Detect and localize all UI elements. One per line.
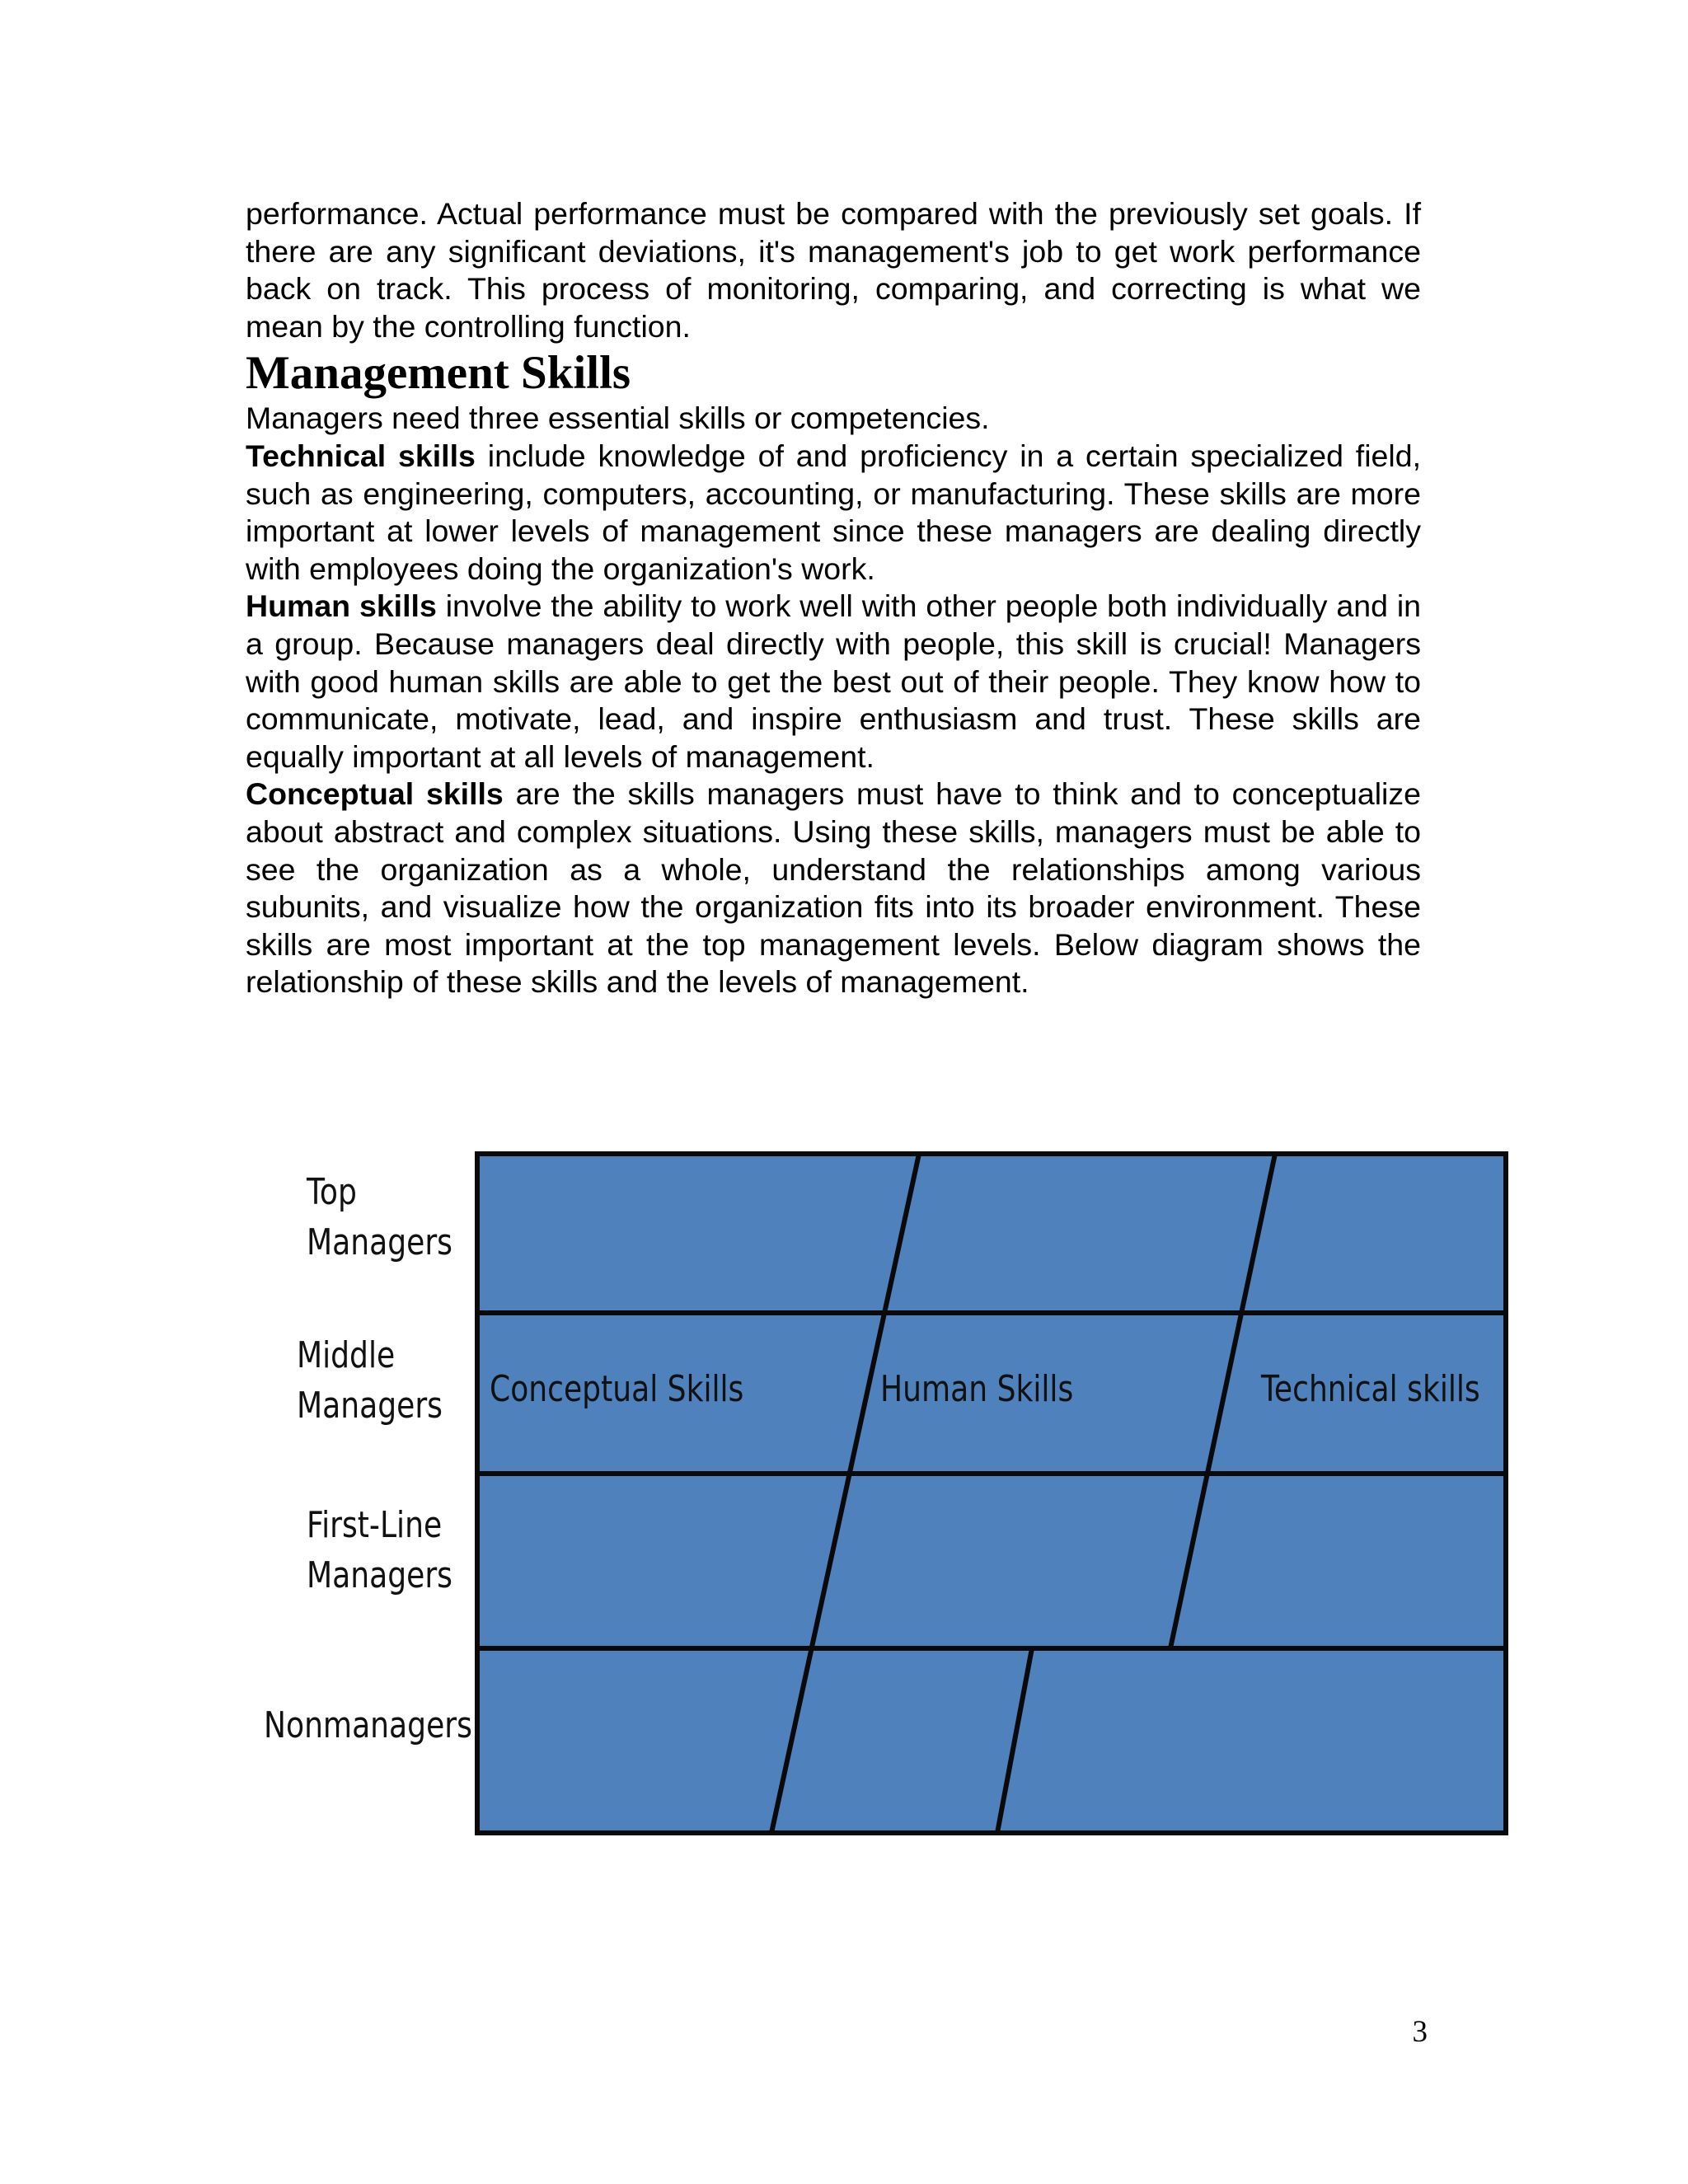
human-skills-text: involve the ability to work well with other people both individually and in a group. Because managers deal directly with people, this skill is crucial! Managers with good human skills are able to get the best out of their people. They know how to communicate, motivate, lead, and inspire enthusiasm and trust. These skills are equally important at all levels of management. — [246, 588, 1422, 774]
level-label-line: First-Line — [307, 1504, 443, 1546]
skill-label-human: Human Skills — [880, 1368, 1074, 1410]
level-label-line: Managers — [307, 1221, 452, 1263]
technical-skills-paragraph — [246, 438, 1421, 588]
page-number: 3 — [1412, 2015, 1428, 2049]
level-label-line: Managers — [307, 1554, 452, 1596]
conceptual-skills-text: are the skills managers must have to think and to conceptualize about abstract and complex situations. Using these skills, managers must be able to see the organization as a whole, understand the relationships among various subunits, and visualize how the organization fits into its broader environment. These skills are most important at the top management levels. Below diagram shows the relationship of these skills and the levels of management. — [246, 776, 1421, 1000]
human-skills-term: Human skills — [246, 588, 437, 624]
skill-label-conceptual: Conceptual Skills — [490, 1368, 744, 1410]
intro-paragraph: performance. Actual performance must be compared with the previously set goals. If there are any significant deviations, it's management's job to get work performance back on track. This process of monitoring, comparing, and correcting is what we mean by the controlling function. — [246, 196, 1421, 344]
technical-skills-text: include knowledge of and proficiency in a certain specialized field, such as engineering, computers, accounting, or manufacturing. These skills are more important at lower levels of management since these managers are dealing directly with employees doing the organization's work. — [246, 438, 1421, 586]
body-text — [246, 195, 1421, 1001]
lead-sentence: Managers need three essential skills or competencies. — [246, 401, 990, 436]
technical-skills-term: Technical skills — [246, 438, 476, 473]
skills-levels-diagram — [239, 1129, 1517, 1838]
level-label-line: Middle — [297, 1334, 396, 1376]
grid-background — [477, 1154, 1506, 1833]
conceptual-skills-term: Conceptual skills — [246, 776, 504, 812]
level-label-line: Nonmanagers — [264, 1704, 472, 1746]
skill-label-technical: Technical skills — [1261, 1368, 1480, 1410]
human-skills-paragraph — [246, 588, 1421, 776]
skills-grid — [239, 1129, 1517, 1838]
level-label-line: Top — [307, 1171, 357, 1213]
conceptual-skills-paragraph — [246, 776, 1421, 1001]
section-heading: Management Skills — [246, 347, 631, 400]
level-label-line: Managers — [297, 1385, 443, 1427]
